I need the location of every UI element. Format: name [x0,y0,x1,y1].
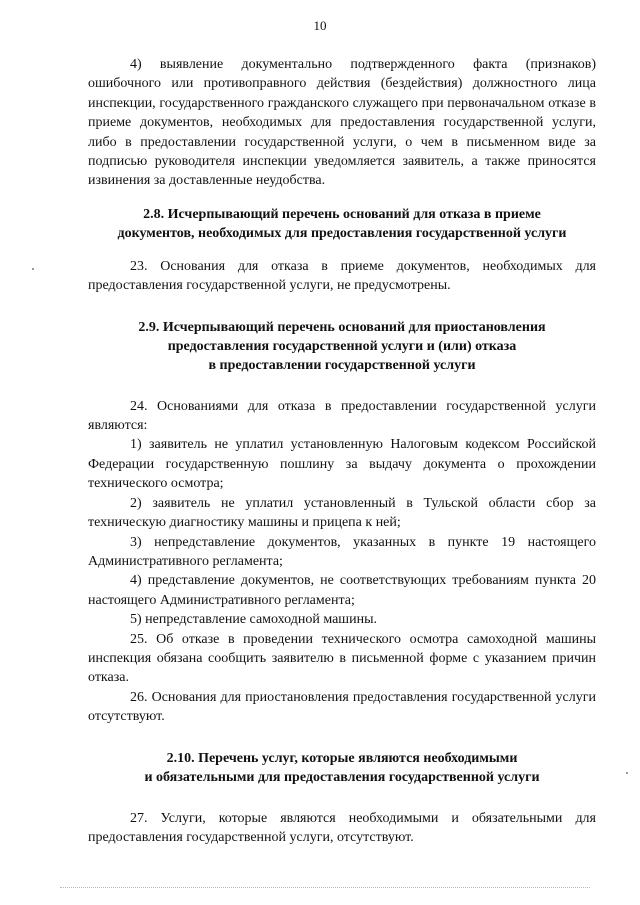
document-body [88,55,596,847]
margin-mark [32,268,34,270]
list-item: 5) непредставление самоходной машины. [130,612,377,628]
page-number: 10 [313,18,327,33]
paragraph-23: 23. Основания для отказа в приеме документов, необходимых для предоставления государственной услуги, не предусмотрены. [88,258,596,294]
paragraph-24: 24. Основаниями для отказа в предоставлении государственной услуги являются: [88,398,596,434]
heading-line: и обязательными для предоставления государственной услуги [144,769,540,785]
margin-mark [626,772,628,774]
paragraph-item-4: 4) выявление документально подтвержденного факта (признаков) ошибочного или противоправного действия (бездействия) должностного лица инспекции, государственного гражданского служащего при первоначальном отказе в приеме документов, необходимых для предоставления государственной услуги, либо в предоставлении государственной услуги, о чем в письменном виде за подписью руководителя инспекции уведомляется заявитель, а также приносятся извинения за доставленные неудобства. [88,57,596,189]
heading-line: 2.10. Перечень услуг, которые являются необходимыми [166,750,518,766]
section-heading-2-8 [88,205,596,243]
heading-line: документов, необходимых для предоставления государственной услуги [117,225,567,241]
paragraph-25: 25. Об отказе в проведении технического осмотра самоходной машины инспекция обязана сообщить заявителю в письменной форме с указанием причин отказа. [88,631,596,686]
section-heading-2-9 [88,318,596,375]
list-item: 1) заявитель не уплатил установленную Налоговым кодексом Российской Федерации государственную пошлину за выдачу документа о прохождении технического осмотра; [88,437,596,492]
heading-line: предоставления государственной услуги и (или) отказа [167,338,517,354]
section-heading-2-10 [88,749,596,787]
list-item: 4) представление документов, не соответствующих требованиям пункта 20 настоящего Административного регламента; [88,573,596,608]
heading-line: 2.9. Исчерпывающий перечень оснований для приостановления [138,319,546,335]
paragraph-27: 27. Услуги, которые являются необходимыми и обязательными для предоставления государственной услуги, отсутствуют. [88,810,596,845]
heading-line: 2.8. Исчерпывающий перечень оснований для отказа в приеме [143,206,541,222]
footer-divider [60,887,590,888]
paragraph-26: 26. Основания для приостановления предоставления государственной услуги отсутствуют. [88,689,596,725]
list-item: 2) заявитель не уплатил установленный в Тульской области сбор за техническую диагностику машины и прицепа к ней; [88,495,596,531]
heading-line: в предоставлении государственной услуги [208,357,476,373]
list-item: 3) непредставление документов, указанных в пункте 19 настоящего Административного регламента; [88,534,596,569]
